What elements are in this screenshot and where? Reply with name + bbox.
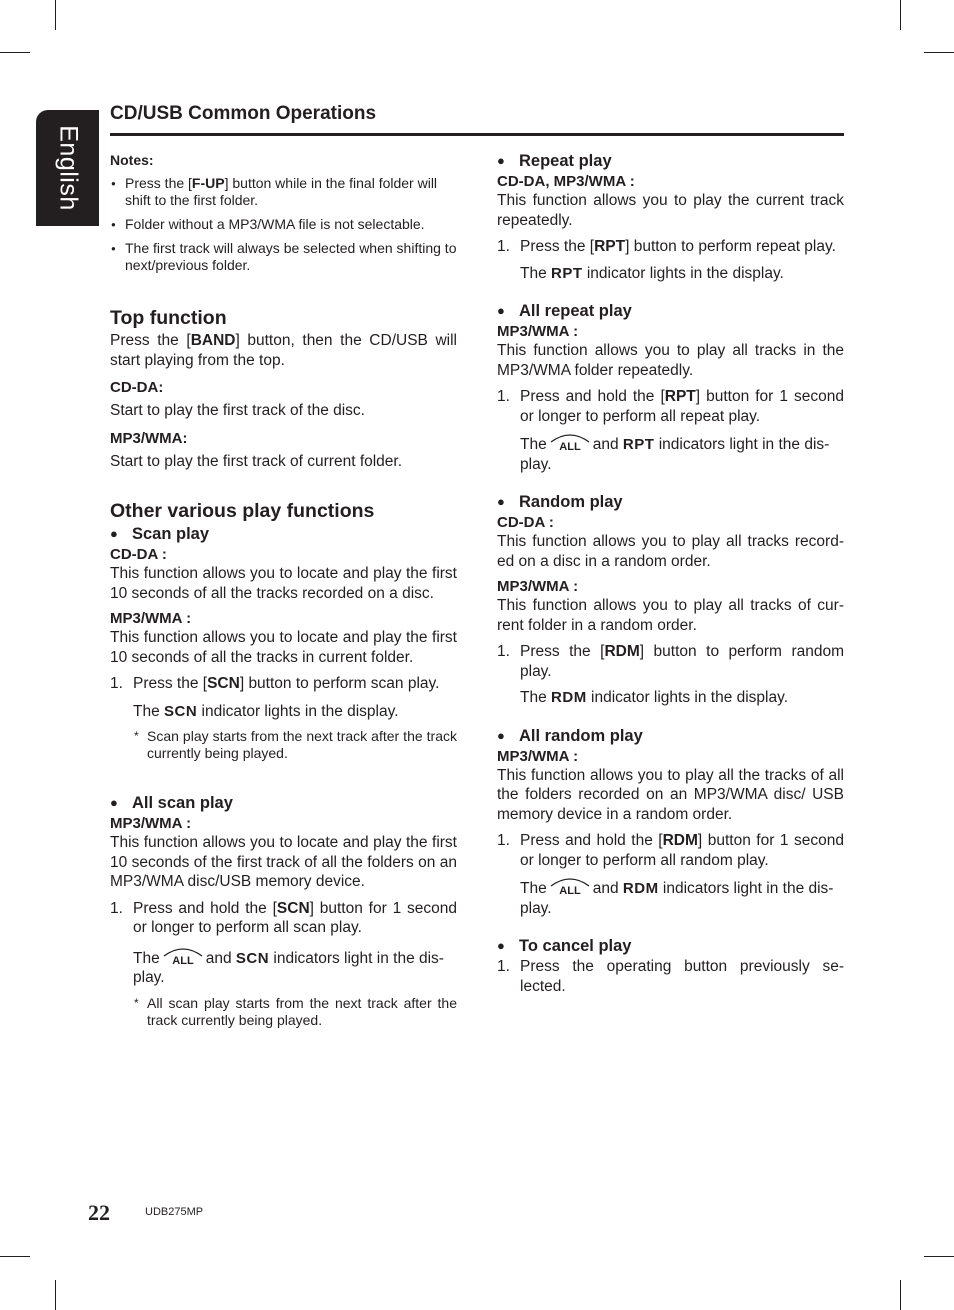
repeat-label: CD-DA, MP3/WMA : (497, 173, 635, 190)
top-function-intro: Press the [BAND] button, then the CD/USB will start playing from the top. (110, 332, 457, 369)
title-rule (110, 133, 844, 136)
section-title: CD/USB Common Operations (110, 103, 377, 124)
scan-note: * Scan play starts from the next track after the track currently being played. (110, 728, 457, 762)
all-repeat-step: 1. Press and hold the [RPT] button for 1 second or longer to perform all repeat play. (497, 388, 844, 425)
random-mp3-label: MP3/WMA : (497, 578, 579, 595)
crop-mark (0, 1256, 30, 1257)
top-function-heading: Top function (110, 307, 227, 329)
cdda-label: CD-DA: (110, 379, 164, 396)
random-step: 1. Press the [RDM] button to perform random play. (497, 643, 844, 680)
rdm-indicator: RDM (622, 880, 659, 897)
notes-title: Notes: (110, 152, 154, 168)
repeat-indicator-text: The RPT indicator lights in the display. (520, 264, 784, 282)
note-item: ● Folder without a MP3/WMA file is not selectable. (110, 216, 457, 233)
all-repeat-play-heading: ● All repeat play (497, 300, 844, 322)
all-scan-play-heading: ● All scan play (110, 792, 457, 814)
scan-mp3-label: MP3/WMA : (110, 610, 192, 627)
scan-mp3-text: This function allows you to locate and play the first 10 seconds of all the tracks in current folder. (110, 629, 457, 666)
all-scan-mp3-text: This function allows you to locate and play the first 10 seconds of the first track of all the folders on an MP3/WMA disc/USB memory device. (110, 834, 457, 890)
all-random-play-heading: ● All random play (497, 725, 844, 747)
scan-cdda-label: CD-DA : (110, 546, 167, 563)
scan-play-heading: ● Scan play (110, 523, 457, 545)
note-item: ● The first track will always be selected when shifting to next/previous folder. (110, 240, 457, 274)
all-scan-note: * All scan play starts from the next track after the track currently being played. (110, 995, 457, 1029)
crop-mark (900, 0, 901, 30)
rpt-indicator: RPT (551, 264, 583, 282)
all-random-label: MP3/WMA : (497, 747, 579, 765)
cancel-play-heading: ● To cancel play (497, 935, 844, 957)
all-scan-step: 1. Press and hold the [SCN] button for 1 second or longer to perform all scan play. (110, 899, 457, 936)
cdda-text: Start to play the first track of the disc. (110, 402, 365, 419)
repeat-text: This function allows you to play the current track repeatedly. (497, 192, 844, 229)
svg-text:ALL: ALL (559, 441, 581, 452)
repeat-step: 1. Press the [RPT] button to perform repeat play. (497, 238, 836, 255)
all-random-step: 1. Press and hold the [RDM] button for 1 second or longer to perform all random play. (497, 832, 844, 869)
crop-mark (900, 1280, 901, 1310)
scan-indicator-text: The SCN indicator lights in the display. (133, 702, 399, 720)
language-tab-label: English (54, 125, 82, 211)
all-random-text: This function allows you to play all the tracks of all the folders recorded on an MP3/WMA disc/ USB memory device in a random order. (497, 766, 844, 823)
all-repeat-label: MP3/WMA : (497, 323, 579, 340)
right-column (497, 150, 844, 996)
all-indicator-icon (549, 876, 591, 896)
svg-text:ALL: ALL (172, 954, 194, 966)
language-tab (36, 110, 99, 226)
note-item: ● Press the [F-UP] button while in the final folder will shift to the first folder. (110, 175, 457, 209)
crop-mark (0, 52, 30, 53)
crop-mark (924, 52, 954, 53)
model-number: UDB275MP (145, 1206, 204, 1218)
svg-text:ALL: ALL (559, 885, 581, 896)
all-indicator-icon (162, 946, 204, 966)
all-repeat-indicator-text: The ALL and RPT indicators light in the dis-play. (497, 432, 844, 474)
all-indicator-icon (549, 432, 591, 452)
rpt-indicator: RPT (622, 436, 655, 453)
scn-indicator: SCN (235, 949, 270, 967)
left-column (110, 150, 457, 1029)
cancel-step: 1. Press the operating button previously se-lected. (497, 958, 844, 995)
scn-indicator: SCN (164, 702, 198, 720)
all-repeat-text: This function allows you to play all tracks in the MP3/WMA folder repeatedly. (497, 342, 844, 379)
random-play-heading: ● Random play (497, 491, 844, 513)
random-cdda-text: This function allows you to play all tracks record-ed on a disc in a random order. (497, 533, 844, 570)
scan-cdda-text: This function allows you to locate and play the first 10 seconds of all the tracks recorded on a disc. (110, 565, 457, 602)
all-scan-mp3-label: MP3/WMA : (110, 815, 192, 832)
crop-mark (55, 1280, 56, 1310)
repeat-play-heading: ● Repeat play (497, 150, 844, 172)
mp3-label: MP3/WMA: (110, 429, 188, 447)
random-mp3-text: This function allows you to play all tracks of cur-rent folder in a random order. (497, 597, 844, 634)
all-scan-indicator-text: The ALL and SCN indicators light in the dis-play. (110, 946, 457, 988)
crop-mark (55, 0, 56, 30)
random-indicator-text: The RDM indicator lights in the display. (520, 689, 789, 706)
all-random-indicator-text: The ALL and RDM indicators light in the dis-play. (497, 876, 844, 918)
page-number: 22 (88, 1200, 110, 1225)
mp3-text: Start to play the first track of current folder. (110, 452, 403, 470)
random-cdda-label: CD-DA : (497, 514, 554, 531)
scan-step: 1. Press the [SCN] button to perform scan play. (110, 675, 440, 692)
rdm-indicator: RDM (551, 689, 587, 706)
other-functions-heading: Other various play functions (110, 500, 375, 522)
crop-mark (924, 1256, 954, 1257)
